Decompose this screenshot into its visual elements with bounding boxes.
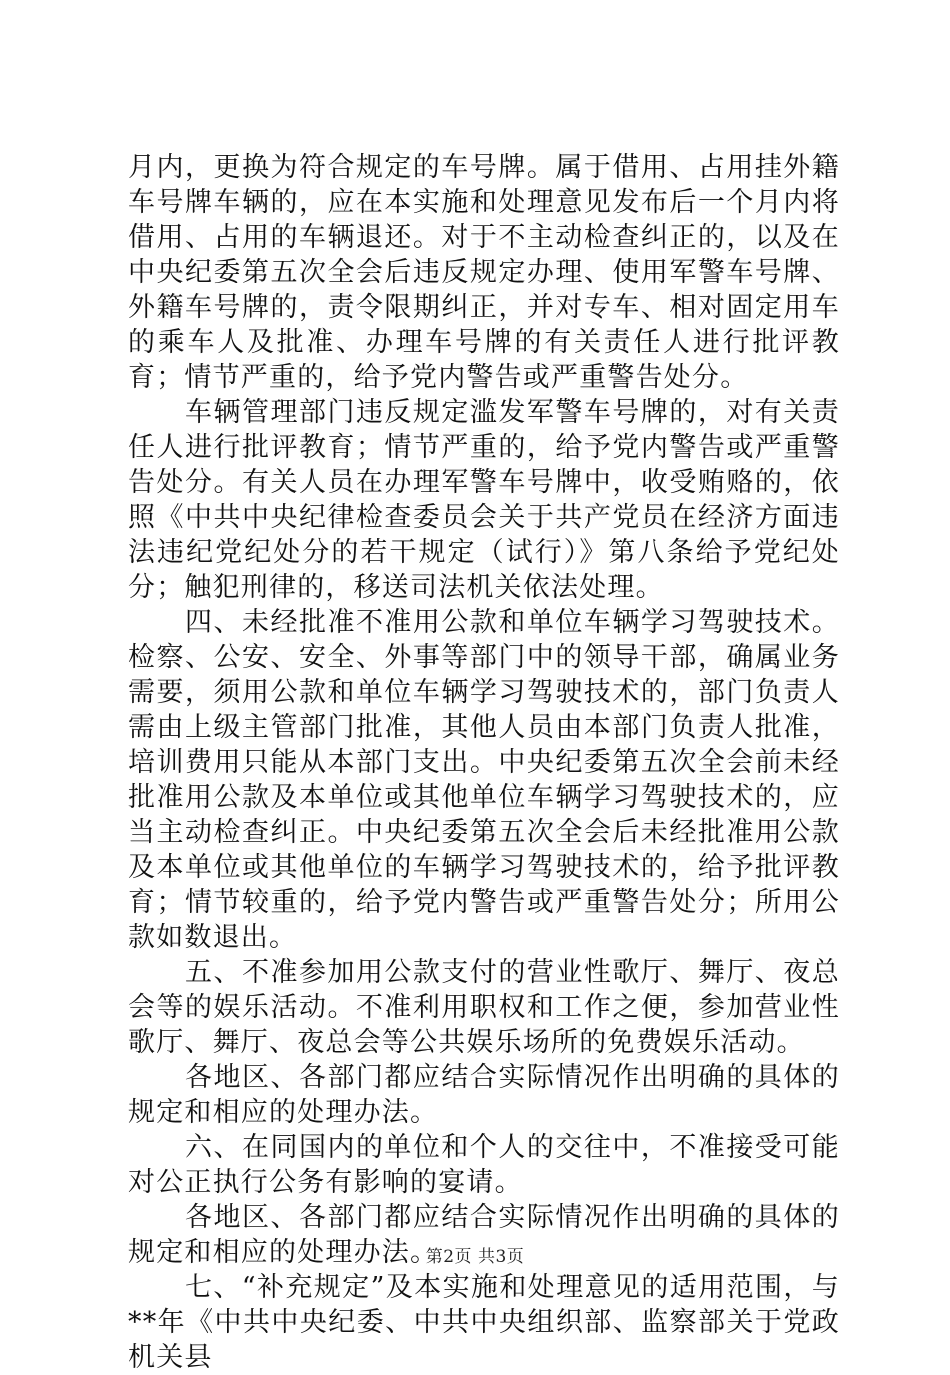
page-footer: 第2页 共3页	[425, 1247, 525, 1267]
paragraph-7: 各地区、各部门都应结合实际情况作出明确的具体的规定和相应的处理办法。	[128, 1202, 840, 1268]
paragraph-3: 四、未经批准不准用公款和单位车辆学习驾驶技术。检察、公安、安全、外事等部门中的领导干部，确属业务需要，须用公款和单位车辆学习驾驶技术的，部门负责人需由上级主管部门批准，其他人员由本部门负责人批准，培训费用只能从本部门支出。中央纪委第五次全会前未经批准用公款及本单位或其他单位车辆学习驾驶技术的，应当主动检查纠正。中央纪委第五次全会后未经批准用公款及本单位或其他单位的车辆学习驾驶技术的，给予批评教育；情节较重的，给予党内警告或严重警告处分；所用公款如数退出。	[128, 607, 840, 953]
paragraph-2: 车辆管理部门违反规定滥发军警车号牌的，对有关责任人进行批评教育；情节严重的，给予党内警告或严重警告处分。有关人员在办理军警车号牌中，收受贿赂的，依照《中共中央纪律检查委员会关于共产党员在经济方面违法违纪党纪处分的若干规定（试行）》第八条给予党纪处分；触犯刑律的，移送司法机关依法处理。	[128, 397, 840, 603]
paragraph-8: 七、“补充规定”及本实施和处理意见的适用范围，与**年《中共中央纪委、中共中央组织部、监察部关于党政机关县	[128, 1272, 840, 1373]
paragraph-1: 月内，更换为符合规定的车号牌。属于借用、占用挂外籍车号牌车辆的，应在本实施和处理意见发布后一个月内将借用、占用的车辆退还。对于不主动检查纠正的，以及在中央纪委第五次全会后违反规定办理、使用军警车号牌、外籍车号牌的，责令限期纠正，并对专车、相对固定用车的乘车人及批准、办理车号牌的有关责任人进行批评教育；情节严重的，给予党内警告或严重警告处分。	[128, 152, 840, 393]
paragraph-4: 五、不准参加用公款支付的营业性歌厅、舞厅、夜总会等的娱乐活动。不准利用职权和工作之便，参加营业性歌厅、舞厅、夜总会等公共娱乐场所的免费娱乐活动。	[128, 957, 840, 1058]
document-body	[128, 150, 840, 1375]
paragraph-6: 六、在同国内的单位和个人的交往中，不准接受可能对公正执行公务有影响的宴请。	[128, 1132, 840, 1198]
paragraph-5: 各地区、各部门都应结合实际情况作出明确的具体的规定和相应的处理办法。	[128, 1062, 840, 1128]
